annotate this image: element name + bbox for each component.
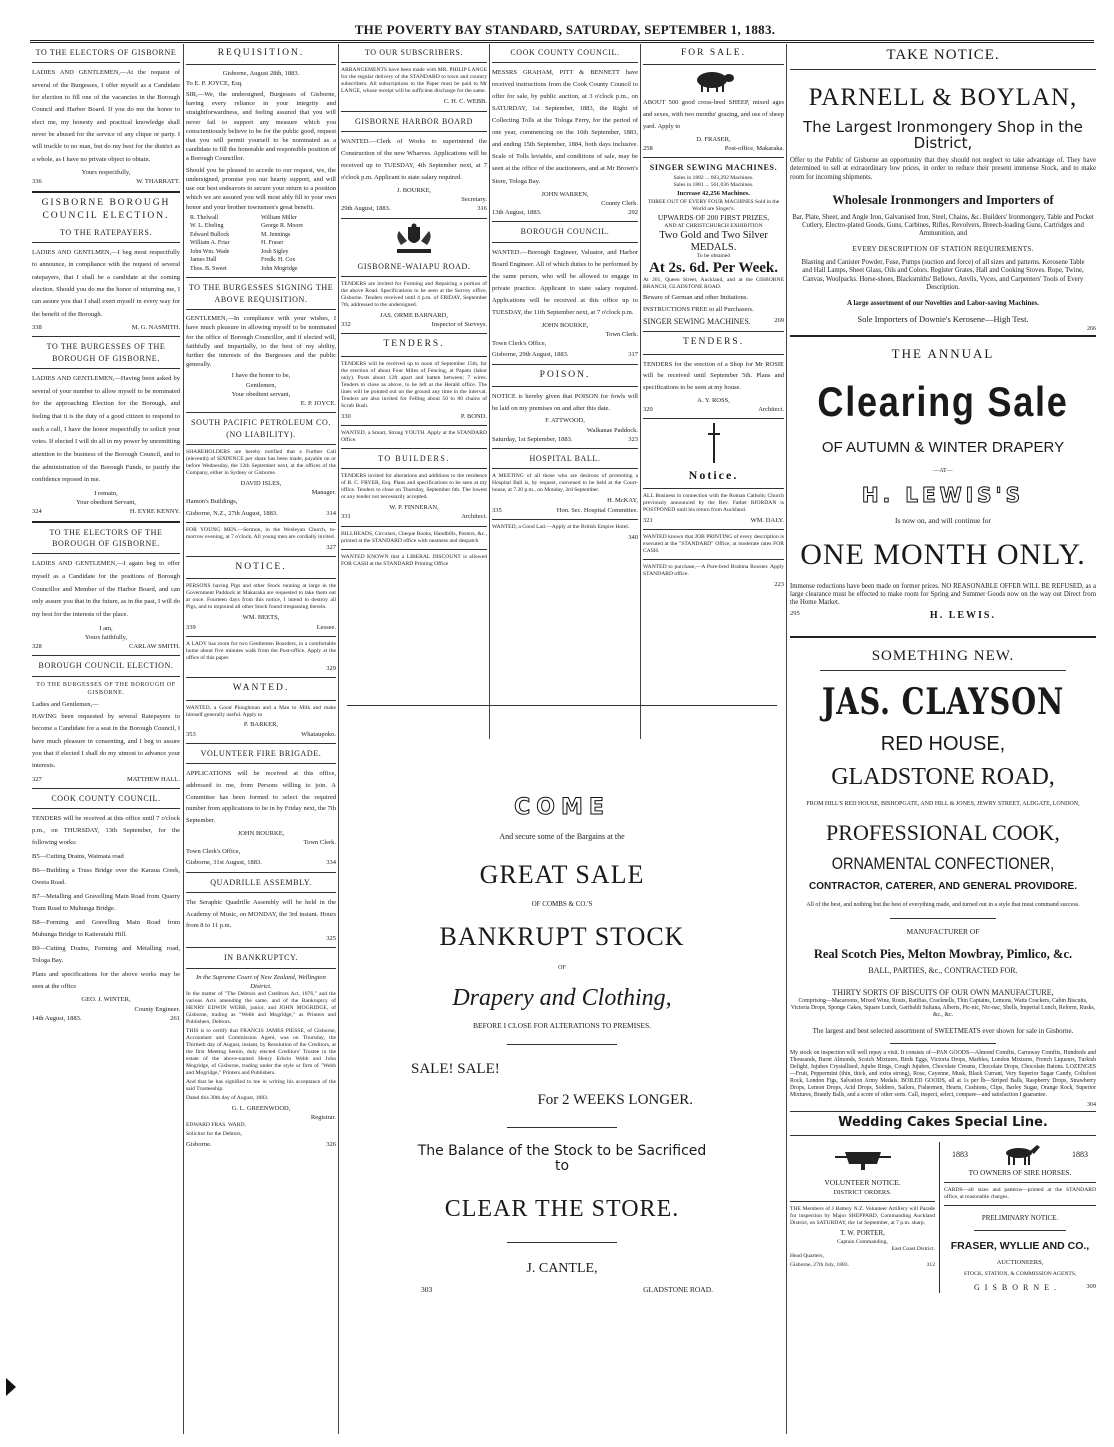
- closing: Yours respectfully,: [81, 169, 131, 177]
- column-rule: [786, 44, 787, 1434]
- place: GISBORNE.: [974, 1282, 1062, 1292]
- ad-number: 323: [628, 435, 638, 443]
- parnell-boylan: PARNELL & BOYLAN,: [808, 84, 1078, 112]
- signature: P. BARKER,: [243, 721, 279, 729]
- signatory-name: Thos. B. Sweet: [190, 265, 227, 272]
- ad-number: 340: [628, 533, 638, 541]
- signature: D. FRASER,: [696, 135, 731, 143]
- notice-heading: COOK COUNTY COUNCIL.: [51, 793, 161, 803]
- ad-body: Offer to the Public of Gisborne an opportunity that they should not neglect to take advantage of. They have determined to sell at extraordinary low prices, in order to reduce their present immense Stock, and to make room for incoming shipments.: [790, 157, 1096, 181]
- notice-heading: TO THE BURGESSES SIGNING THE ABOVE REQUISITION.: [188, 283, 334, 304]
- signatory-name: George R. Moore: [261, 223, 304, 230]
- signature: EDWARD FRAS. WARD,: [186, 1122, 246, 1129]
- ad-number: 336: [32, 178, 42, 186]
- ad-body: Blasting and Canister Powder, Fuse, Pumps (suction and force) of all sizes and patterns. Kerosene Table and Hall Lamps, Sheet Glass, Oils and Colors. Register Grates, Hall and Cooking Stoves. Rope, Twine, Canvas, Woolpacks. Horse-shoes, Blacksmiths' Bellows, Anvils, Vyces, and Carpenters' Tools of Every Description.: [801, 258, 1085, 292]
- notice-body: BILLHEADS, Circulars, Cheque Books, Handbills, Posters, &c., printed at the STANDARD office with neatness and despatch: [341, 530, 487, 544]
- take-notice: TAKE NOTICE.: [886, 47, 1000, 63]
- notice-heading: NOTICE.: [235, 562, 287, 572]
- notice-body: And that he has signified to me in writing his acceptance of the said Trusteeship.: [186, 1078, 336, 1092]
- notice-body: THIS is to certify that FRANCIS JAMES PIESSE, of Gisborne, Accountant and Commission Agent, was on Thursday, the Thirtieth day of August, instant, by Resolution of the Creditors, at the first Meeting herein, duly elected Creditors' Trustee in the estate of the above-named Henry Edwin Webb and John Mogridge, of Gisborne, trading under the style or firm of "Webb and Mogridge," Printers and Publishers.: [186, 1027, 336, 1076]
- notice-heading: REQUISITION.: [217, 48, 305, 58]
- closing: I have the honor to be,: [231, 372, 291, 380]
- something-new: SOMETHING NEW.: [871, 647, 1015, 664]
- signature: WM. BEETS,: [242, 614, 280, 622]
- singer-heading: SINGER SEWING MACHINES.: [643, 316, 751, 326]
- notice-heading: TENDERS.: [682, 337, 745, 348]
- signature: DAVID ISLES,: [240, 479, 282, 487]
- ad-body: All of the best, and nothing but the best of everything made, and turned out in a style that must command success.: [806, 902, 1080, 909]
- ad-body: Bar, Plate, Sheet, and Angle Iron, Galvanised Iron, Steel, Chains, &c. Builders' Ironmongery, Table and Pocket Cutlery, Electro-plated Goods, Guns, Carbines, Rifles, Revolvers, Breech-loading Guns, Cartridges and Ammunition, and: [792, 213, 1094, 238]
- closing: Your obedient Servant,: [76, 499, 136, 507]
- of-combs: OF COMBS & CO.'S: [531, 899, 593, 908]
- tagline: And secure some of the Bargains at the: [499, 832, 625, 842]
- ad-body: My stock on inspection will well repay a visit. It consists of—PAN GOODS—Almond Comfits, Carraway Comfits, Hundreds and Thousands, Burnt Almonds, Scotch Mixtures, Birds Eggs, Victoria Drops, Marbles, London Mixtures, French Liqueurs, Turkish Delight, Jujubes Crystallised, Jujube Rings, Cough Jujubes, Chocolate Creams, Chocolate Drops, Chocolate Batons. LOZENGES—Fruit, Peppermint (thin, thick, and extra strong), Rose, Cayenne, Musk, Black Currant, Very Superior Sugar Candy, Coltsfoot Rock, London Figs, Salvation Army Medals. BOILED GOODS, all at 1s per lb—Striped Balls, Raspberry Drops, Strawberry Drops, Lemon Drops, Acid Drops, Soldiers, Sailors, Fishermen, Hearts, Cushions, Clips, Barley Sugar, Orange Rock, Superior Mixtures, Brandy Balls, and a score of other sorts. Call, inspect, select, compare—and satisfaction I guarantee.: [790, 1049, 1096, 1098]
- ad-number: 353: [186, 730, 196, 738]
- notice-heading: GISBORNE BOROUGH COUNCIL ELECTION.: [41, 197, 171, 222]
- year: 1883: [952, 1149, 968, 1159]
- notice-heading: VOLUNTEER NOTICE.: [824, 1177, 901, 1187]
- column-rule: [338, 44, 339, 1434]
- signature: W. THARRATT.: [136, 178, 180, 186]
- station-requirements: EVERY DESCRIPTION OF STATION REQUIREMENTS.: [852, 244, 1034, 253]
- notice-body: WANTED KNOWN that a LIBERAL DISCOUNT is allowed FOR CASH at the STANDARD Printing Office: [341, 553, 487, 567]
- signature: MATTHEW HALL.: [127, 775, 180, 783]
- singer-claim: THREE OUT OF EVERY FOUR MACHINES Sold in the World are Singer's.: [647, 198, 780, 212]
- ad-number: 269: [774, 316, 784, 324]
- signature: H. EYRE KENNY.: [129, 508, 180, 516]
- ad-number: 303: [421, 1284, 433, 1294]
- closing: Your obedient servant,: [231, 390, 291, 398]
- notice-body: A LADY has room for two Gentlemen Boarders, in a comfortable home about five minutes walk from the Post-office. Apply at the office of this paper.: [186, 640, 336, 661]
- signatory-list: [186, 214, 336, 274]
- signatory-name: H. Fraser: [261, 240, 284, 247]
- singer-medals: Two Gold and Two Silver MEDALS.: [659, 230, 768, 253]
- sales-figure: Sales in 1881 ... 561,036 Machines.: [673, 182, 754, 189]
- signatory-name: William Miller: [261, 214, 297, 221]
- notice-body: LADIES AND GENTLMEN,—I beg most respectfully to announce, in compliance with the request of several ratepayers, that I shall be a candidate at the coming election. Should you do me the honor of returning me, I can assure you that I shall exert myself in every way for the benefit of the Borough.: [32, 248, 180, 318]
- notice-body: TENDERS will be received at this office until 7 o'clock p.m., on THURSDAY, 13th September, for the following works:: [32, 815, 180, 847]
- signatory-name: Fredk. H. Cox: [261, 257, 296, 264]
- notice-subheading: DISTRICT ORDERS.: [833, 1189, 892, 1197]
- signature-title: Secretary.: [461, 196, 487, 204]
- two-weeks: For 2 WEEKS LONGER.: [537, 1091, 693, 1108]
- volunteer-notice: [790, 1142, 940, 1294]
- sales-increase: Increase 42,256 Machines.: [677, 190, 750, 198]
- signature-title: Manager.: [311, 489, 336, 497]
- singer-prizes: UPWARDS OF 200 FIRST PRIZES,: [657, 212, 770, 222]
- sale-sale: SALE! SALE!: [411, 1060, 500, 1077]
- binding-mark-icon: [6, 1378, 16, 1396]
- closing: I am,: [99, 624, 113, 632]
- notice-heading: GISBORNE HARBOR BOARD: [355, 116, 473, 126]
- signatory-name: R. Thelwall: [190, 214, 219, 221]
- notice-heading: POISON.: [539, 369, 591, 380]
- singer-heading: SINGER SEWING MACHINES.: [649, 162, 778, 172]
- singer-exhibition: AND AT CHRISTCHURCH EXHIBITION: [664, 223, 763, 230]
- list-item: B5—Cutting Drains, Waimata road: [32, 853, 124, 861]
- notice-body: SIR,—We, the undersigned, Burgesses of Gisborne, having every reliance in your integrity and straightforwardness, and feeling assured that you will never fail to support any measure which you conscientiously believe to be for the public good, request that you will permit yourself to be nominated as a candidate to fill the honorable and responsible position of a Borough Councillor.: [186, 90, 336, 163]
- ad-number: 330: [341, 412, 351, 420]
- column-1: [32, 44, 180, 1439]
- signature: C. H. C. WEBB.: [443, 98, 487, 106]
- notice-heading: PRELIMINARY NOTICE.: [981, 1213, 1059, 1222]
- notice-heading: TO THE BURGESSES OF THE BOROUGH OF GISBORNE.: [46, 342, 166, 363]
- notice-body: A MEETING of all those who are desirous of promoting a Hospital Ball is, by request, convened to be held at the Court-house, at 7.30 p.m., on Monday, 3rd September.: [492, 473, 638, 494]
- signatory-name: John Mogridge: [261, 265, 298, 272]
- list-item: B7—Metalling and Gravelling Main Road from Quarry Tram Road to Muhunga Bridge.: [32, 893, 180, 913]
- signature-title: County Engineer.: [134, 1005, 180, 1013]
- ad-number: 335: [492, 506, 502, 514]
- ad-number: 223: [774, 581, 784, 589]
- date: 14th August, 1883.: [32, 1014, 82, 1022]
- wholesale-heading: Wholesale Ironmongers and Importers of: [832, 192, 1054, 207]
- ad-number: 334: [326, 859, 336, 867]
- manufacturer: MANUFACTURER OF: [906, 926, 980, 936]
- notice-heading: FOR SALE.: [681, 48, 746, 58]
- notice-heading: TO THE ELECTORS OF GISBORNE: [35, 48, 177, 57]
- notice-heading: TENDERS.: [383, 339, 445, 350]
- list-item: B8—Forming and Gravelling Main Road from Muhunga Bridge to Kaiteratahi Hill.: [32, 919, 180, 939]
- clear-store-headline: CLEAR THE STORE.: [444, 1195, 680, 1222]
- ornamental-confectioner: ORNAMENTAL CONFECTIONER,: [831, 854, 1055, 874]
- ad-number: 258: [643, 144, 653, 152]
- coat-of-arms-icon: [389, 223, 439, 257]
- ad-number: 309: [1086, 1282, 1096, 1290]
- notice-heading: COOK COUNTY COUNCIL.: [510, 48, 620, 57]
- sales-figure: Sales in 1882 ... 603,292 Machines.: [673, 175, 754, 182]
- court: In the Supreme Court of New Zealand, Wellington District.: [196, 973, 326, 990]
- list-item: B9—Cutting Drains, Forming and Metalling road, Tologa Bay.: [32, 945, 180, 965]
- ad-number: 304: [1087, 1101, 1096, 1108]
- sole-importers: Sole Importers of Downie's Kerosene—High Test.: [857, 313, 1029, 324]
- notice-heading: IN BANKRUPTCY.: [223, 953, 299, 963]
- annual-heading: THE ANNUAL: [891, 346, 995, 362]
- biscuit-list: Comprising—Macaroons, Mixed Wine, Routs, Ratifias, Cracknells, Thin Captains, Lemons, Watts Crackers, Cabin Biscuits, Victoria Drops, Sponge Cakes, Square Lunch, Garibaldi Sultana, Alberts, Pic-nic, Nic-nac, Shells, Imperial Lunch, Reform, Rusks, &c., &c.: [790, 998, 1096, 1018]
- sheep-icon: [692, 69, 736, 93]
- notice-body: WANTED to purchase,—A Pure-bred Brahma Rooster. Apply STANDARD office.: [643, 564, 784, 578]
- addressee: To E. P. JOYCE, Esq.: [186, 79, 243, 87]
- singer-price: At 2s. 6d. Per Week.: [648, 260, 779, 277]
- from-london: FROM HILL'S RED HOUSE, BISHOPGATE, AND HILL & JONES, JEWRY STREET, ALDGATE, LONDON,: [806, 801, 1080, 808]
- notice-heading: HOSPITAL BALL.: [529, 454, 601, 464]
- list-item: B6—Building a Truss Bridge over the Karaua Creek, Oweta Road.: [32, 867, 180, 887]
- date: Saturday, 1st September, 1883.: [492, 435, 573, 443]
- notice-body: LADIES AND GENTLEMEN,—At the request of several of the Burgesses, I offer myself as a Candidate for election to fill one of the vacancies in the Borough Council and Harbor Board. If you do me the honor to elect me, my honesty and practical knowledge shall never be abused for the service of any clique or party. I will truckle to no man, but do my best for the district as a whole, as I have no private object to obtain.: [32, 69, 180, 163]
- notice-body: TENDERS for the erection of a Shop for Mr ROSIE will be received until September 5th. Plans and specifications to be seen at my house.: [643, 360, 784, 392]
- fraser-wyllie: FRASER, WYLLIE AND CO.,: [950, 1239, 1090, 1252]
- drapery-headline: Drapery and Clothing,: [452, 984, 672, 1011]
- notice-body: WANTED.—Borough Engineer, Valuator, and Harbor Board Engineer. All of which duties to be performed by the same person, who will be allowed to engage in private practice. Applicant to state salary required. Applications will be received at this office up to TUESDAY, the 11th September next, at 7 o'clock p.m.: [492, 248, 638, 316]
- signatory-name: Edward Bullock: [190, 231, 230, 238]
- scotch-pies: Real Scotch Pies, Melton Mowbray, Pimlico, &c.: [813, 946, 1073, 961]
- signature: GEO. J. WINTER,: [81, 996, 131, 1004]
- notice-body: PERSONS having Pigs and other Stock running at large in the Government Paddock at Makaraka are requested to take them out at once. Fourteen days from this notice, I intend to destroy all Pigs, and to impound all other Stock found trespassing therein.: [186, 583, 336, 611]
- autumn-winter: OF AUTUMN & WINTER DRAPERY: [821, 439, 1065, 457]
- signature: J. BOURKE,: [396, 186, 432, 194]
- notice-body: ALL Business in connection with the Roman Catholic Church previously announced by the Rev. Father RIORDAN is POSTPONED until his return from Auckland.: [643, 493, 784, 514]
- signature: JOHN BOURKE,: [541, 321, 589, 329]
- ad-number: 314: [326, 509, 336, 517]
- ad-number: 329: [326, 664, 336, 672]
- ad-number: 317: [628, 351, 638, 359]
- notice-body: Plans and specifications for the above works may be seen at the office: [32, 971, 180, 991]
- signature-title: Registrar.: [310, 1114, 336, 1122]
- place: Whataupoko.: [301, 730, 336, 738]
- column-5: [643, 44, 784, 739]
- date: 13th August, 1883.: [492, 208, 542, 216]
- signature: H. McKAY,: [607, 497, 638, 505]
- ad-number: 316: [477, 205, 487, 213]
- masthead: THE POVERTY BAY STANDARD, SATURDAY, SEPTEMBER 1, 1883.: [354, 22, 776, 37]
- ad-number: 331: [341, 513, 351, 521]
- column-rule: [183, 44, 184, 1434]
- signature: E. P. JOYCE.: [300, 400, 336, 408]
- notice-subheading: TO THE RATEPAYERS.: [60, 227, 152, 237]
- notice-body: Should you be pleased to accede to our request, we, the undersigned, promise you our hearty support, and will use our best endeavors to secure your return to a position which we are assured you will most ably fill to your own honor and your brother townsmen's great benefit.: [186, 166, 336, 211]
- notice-body: TENDERS are invited for Forming and Repairing a portion of the above Road. Specifications to be seen at the Survey office, Gisborne. Tenders received until 4 p.m. of FRIDAY, September 7th, addressed to the undersigned.: [341, 280, 487, 308]
- signature-title: Solicitor for the Debtors,: [186, 1131, 242, 1138]
- ad-number: 292: [628, 208, 638, 216]
- signature: F. ATTWOOD,: [545, 417, 585, 425]
- signature-title: Architect.: [461, 513, 487, 521]
- j-cantle: J. CANTLE,: [526, 1260, 598, 1276]
- notice-body: THE Members of J Battery N.Z. Volunteer Artillery will Parade for inspection by Major SHEPPARD, Commanding Auckland District, on SATURDAY, the 1st September, at 7 p.m. sharp.: [790, 1206, 935, 1227]
- column-rule: [640, 44, 641, 739]
- notice-body: ARRANGEMENTS have been made with MR. PHILIP LANGE for the regular delivery of the STANDARD to town and country subscribers. All subscriptions to the Paper must be paid to Mr LANGE, whose receipt will be sufficient discharge for the same.: [341, 67, 487, 95]
- notice-body: SHAREHOLDERS are hereby notified that a Further Call (eleventh) of SIXPENCE per share has been made, payable on or before Wednesday, the 12th September next, at the offices of the Company, either in Sydney or Gisborne.: [186, 449, 336, 476]
- notice-heading: TO OUR SUBSCRIBERS.: [364, 48, 464, 57]
- ad-number: 328: [32, 643, 42, 651]
- ad-number: 261: [170, 1014, 180, 1022]
- ad-body: Immense reductions have been made on former prices. NO REASONABLE OFFER WILL BE REFUSED, as a large clearance must be effected to make room for Spring and Summer Goods now on the way out Direct from the Home Market.: [790, 582, 1096, 607]
- notice-body: WANTED known that JOB PRINTING of every description is executed at the "STANDARD" Office, at moderate rates FOR CASH.: [643, 534, 784, 555]
- notice-body: HAVING been requested by several Ratepayers to become a Candidate for a seat in the Borough Council, I have much pleasure in consenting, and I beg to assure you that if elected I shall do my utmost to advance your interests.: [32, 712, 180, 770]
- singer-obtain: To be obtained: [696, 253, 731, 260]
- date: Gisborne, N.Z., 27th August, 1883.: [186, 509, 278, 517]
- stock-agents: STOCK, STATION, & COMMISSION AGENTS,: [963, 1270, 1077, 1277]
- signature-title: Lessee.: [316, 623, 336, 631]
- notice-body: CARDS—all sizes and patterns—printed at the STANDARD office, at reasonable charges.: [944, 1186, 1096, 1200]
- place: Walkanae Paddock.: [586, 426, 638, 434]
- signature-title: Town Clerk.: [605, 330, 638, 338]
- notice-body: WANTED, a Smart, Strong YOUTH. Apply at the STANDARD Office.: [341, 429, 487, 443]
- address: Hamon's Buildings,: [186, 498, 238, 506]
- notice-body: NOTICE is hereby given that POISON for fowls will be laid on my premises on and after this date.: [492, 392, 638, 412]
- signature-title: East Coast District.: [891, 1246, 935, 1253]
- address: Head Quarters,: [790, 1253, 824, 1260]
- notice-heading: Notice.: [688, 468, 739, 483]
- signature: T. W. PORTER,: [840, 1229, 885, 1238]
- signatory-name: M. Jennings: [261, 231, 291, 238]
- signature: M. G. NASMITH.: [131, 323, 180, 331]
- signature: H. LEWIS.: [929, 610, 996, 622]
- signature: W. P. FINNERAN,: [389, 504, 439, 512]
- ad-number: 312: [926, 1262, 935, 1269]
- great-sale-headline: GREAT SALE: [479, 859, 645, 889]
- greeting: Ladies and Gentlemen,—: [32, 700, 99, 708]
- signature-title: County Clerk.: [601, 199, 638, 207]
- address: At 261, Queen Street, Auckland, and at the GISBORNE BRANCH, GLADSTONE ROAD.: [643, 277, 784, 291]
- cantle-sale-ad: [341, 705, 783, 1395]
- notice-subheading: TO THE BURGESSES OF THE BOROUGH OF GISBORNE.: [36, 681, 176, 697]
- signature-title: Architect.: [758, 405, 784, 413]
- notice-heading: BOROUGH COUNCIL ELECTION.: [38, 661, 174, 671]
- jas-clayson-headline: JAS. CLAYSON: [821, 680, 1065, 723]
- ball-parties: BALL, PARTIES, &c., CONTRACTED FOR.: [868, 966, 1018, 976]
- closing: Yours faithfully,: [84, 633, 128, 641]
- ad-number: 266: [1087, 325, 1096, 332]
- signature: G. L. GREENWOOD,: [231, 1104, 291, 1112]
- gladstone-road: GLADSTONE ROAD,: [831, 764, 1055, 791]
- notice-body: FOR YOUNG MEN.—Sermon, in the Wesleyan Church, to-morrow evening, at 7 o'clock. All young men are cordially invited.: [186, 526, 336, 540]
- ad-number: 327: [32, 775, 42, 783]
- date: 29th August, 1883.: [341, 205, 391, 213]
- ad-number: 338: [32, 323, 42, 331]
- signature-title: Inspector of Surveys.: [431, 321, 487, 329]
- ad-number: 339: [186, 623, 196, 631]
- signatory-name: Josh Sigley: [261, 248, 289, 255]
- date: Gisborne, 31st August, 1883.: [186, 859, 262, 867]
- notice-body: LADIES AND GENTLEMEN,—I again beg to offer myself as a Candidate for the positions of Borough Councillor and Member of the Harbor Board, and can only assure you that in the future, as in the past, I will do my best for the interests of the place.: [32, 560, 180, 618]
- ad-number: 324: [32, 508, 42, 516]
- thirty-sorts: THIRTY SORTS OF BISCUITS OF OUR OWN MANUFACTURE,: [832, 987, 1054, 997]
- notice-heading: VOLUNTEER FIRE BRIGADE.: [200, 748, 322, 758]
- wedding-cakes: Wedding Cakes Special Line.: [790, 1111, 1096, 1135]
- signature-title: Hon. Sec. Hospital Committee.: [556, 506, 638, 514]
- ad-number: 321: [643, 517, 653, 525]
- signature-title: Town Clerk.: [303, 838, 336, 846]
- column-2: [186, 44, 336, 1439]
- notice-heading: TO THE ELECTORS OF THE BOROUGH OF GISBORNE.: [49, 527, 163, 548]
- masthead-rule: [30, 40, 1094, 43]
- notice-body: WANTED, a Good Ploughman and a Man to Milk and make himself generally useful. Apply to: [186, 704, 336, 718]
- notice-heading: TO OWNERS OF SIRE HORSES.: [968, 1167, 1072, 1177]
- notice-body: WANTED, a Good Lad.—Apply at the British Empire Hotel.: [492, 523, 630, 530]
- column-4: [492, 44, 638, 739]
- column-3: [341, 44, 487, 739]
- date: Gisborne, August 28th, 1883.: [222, 70, 300, 78]
- notice-body: MESSRS GRAHAM, PITT & BENNETT have received instructions from the Cook County Council to offer for sale, by public auction, at 3 o'clock p.m., on SATURDAY, 1st September, 1883, the Right of Collecting Tolls at the Tologa Ferry, for the period of one year, commencing on the 16th September, 1883, and ending 15th September, 1884, both days inclusive. Scale of Tolls leviable, and conditions of sale, may be seen at the office of the auctioneers, and at Mr Brown's Store, Tologa Bay.: [492, 69, 638, 185]
- right-column: [790, 44, 1096, 1439]
- signature-title: Captain Commanding,: [837, 1239, 888, 1246]
- notice-body: ABOUT 500 good cross-bred SHEEP, mixed ages and sexes, with two months' grazing, and use of sheep yard. Apply to: [643, 99, 784, 130]
- year: 1883: [1072, 1149, 1088, 1159]
- horse-icon: [997, 1144, 1043, 1166]
- auctioneers: AUCTIONEERS,: [996, 1258, 1044, 1266]
- notice-heading: GISBORNE-WAIAPU ROAD.: [357, 261, 471, 271]
- ad-number: 320: [643, 405, 653, 413]
- signatory-name: James Hall: [190, 257, 217, 264]
- notice-body: APPLICATIONS will be received at this office, addressed to me, from Persons willing to join. A Committee has been formed to select the required number from applications to be in by Friday next, the 7th September.: [186, 770, 336, 825]
- notice-body: The Seraphic Quadrille Assembly will be held in the Academy of Music, on MONDAY, the 3rd instant. Hours from 8 to 11 p.m.: [186, 898, 336, 930]
- signature: JOHN WARREN,: [541, 190, 589, 198]
- ad-number: 327: [326, 543, 336, 551]
- place: Gisborne.: [186, 1141, 212, 1149]
- bottom-ads-row: [790, 1142, 1096, 1294]
- notice-body: In the matter of "The Debtors and Creditors Act, 1876," and the various Acts amending the same, and of the Bankruptcy of HENRY EDWIN WEBB, junior, and JOHN MOGRIDGE, of Gisborne, trading as "Webb and Mogridge," as Printers and Publishers, Debtors.: [186, 991, 336, 1025]
- signature: JOHN BOURKE,: [237, 829, 285, 837]
- at: —AT—: [933, 467, 953, 474]
- notice-body: TENDERS invited for alterations and additions to the residence of B. C. FRYER, Esq. Plans and specifications to be seen at my office. Tenders to close on Thursday, September 6th. The lowest or any tender not necessarily accepted.: [341, 473, 487, 501]
- address: Town Clerk's Office,: [492, 340, 547, 348]
- singer-instructions: INSTRUCTIONS FREE to all Purchasers.: [643, 305, 754, 313]
- date: Dated this 30th day of August, 1883.: [186, 1094, 269, 1101]
- balance-text: The Balance of the Stock to be Sacrificed to: [417, 1143, 707, 1174]
- signature: P. BOND.: [460, 412, 487, 420]
- address: GLADSTONE ROAD.: [643, 1284, 713, 1294]
- date: Gisborne, 29th August, 1883.: [492, 351, 569, 359]
- signatory-name: W. L. Ebeling: [190, 223, 224, 230]
- contractor: CONTRACTOR, CATERER, AND GENERAL PROVIDORE.: [809, 881, 1077, 893]
- red-house: RED HOUSE,: [880, 732, 1006, 755]
- notice-heading: WANTED.: [232, 683, 290, 694]
- signatory-name: William A. Friar: [190, 240, 230, 247]
- bankrupt-stock-headline: BANKRUPT STOCK: [439, 922, 685, 952]
- sire-horses-ad: [940, 1142, 1096, 1294]
- notice-heading: SOUTH PACIFIC PETROLEUM CO. (NO LIABILITY).: [191, 418, 331, 439]
- notice-heading: BOROUGH COUNCIL.: [520, 227, 610, 237]
- ad-number: 295: [790, 610, 800, 618]
- singer-beware: Beware of German and other Imitations.: [643, 294, 749, 302]
- notice-body: LADIES AND GENTLEMEN,—Having been asked by several of your number to allow myself to be nominated for the approaching Election for the Borough, and feeling that it is the duty of a good citizen to respond to such a call, I have the honor respectfully to solicit your votes. If elected I will do all in my power by unremitting attention to the business of the Borough Council, and to the administration of the Borough Funds, to justify the confidence reposed in me.: [32, 374, 180, 484]
- clearing-sale-headline: Clearing Sale: [817, 377, 1069, 425]
- of: OF: [558, 965, 566, 972]
- notice-body: WANTED.—Clerk of Works to superintend the Construction of the new Wharves. Applications will be received up to TUESDAY, 4th September next, at 7 o'clock p.m. Applicant to state salary required.: [341, 137, 487, 181]
- come-headline: COME: [514, 795, 610, 820]
- signatory-name: John Wm. Wade: [190, 248, 230, 255]
- signature: WM. DALY.: [750, 517, 784, 525]
- professional-cook: PROFESSIONAL COOK,: [826, 819, 1060, 845]
- notice-heading: TO BUILDERS.: [378, 453, 450, 463]
- place: Post-office, Makaraka.: [724, 144, 784, 152]
- ad-number: 326: [326, 1141, 336, 1149]
- now-on: Is now on, and will continue for: [894, 515, 992, 525]
- signature: JAS. ORME BARNARD,: [380, 311, 448, 319]
- novelties: A large assortment of our Novelties and Labor-saving Machines.: [847, 298, 1039, 307]
- flag-icon: [828, 1150, 898, 1172]
- one-month-headline: ONE MONTH ONLY.: [800, 538, 1086, 572]
- date: Gisborne, 27th July, 1883.: [790, 1262, 849, 1269]
- cross-icon: [707, 423, 721, 463]
- signature: CARLAW SMITH.: [128, 643, 180, 651]
- closing: I remain,: [94, 489, 118, 497]
- signature: A. Y. ROSS,: [697, 396, 730, 404]
- notice-heading: QUADRILLE ASSEMBLY.: [210, 877, 312, 887]
- notice-body: GENTLEMEN,—In compliance with your wishes, I have much pleasure in allowing myself to be nominated for the office of Borough Councillor, and if elected will, faithfully and impartially, to the best of my ability, further the interests of the Burgesses and the public generally.: [186, 315, 336, 369]
- closing: Gentlemen,: [245, 381, 277, 389]
- largest-shop: The Largest Ironmongery Shop in the District,: [803, 117, 1083, 152]
- ad-number: 332: [341, 321, 351, 329]
- column-rule: [489, 44, 490, 739]
- h-lewis-headline: H. LEWIS'S: [861, 483, 1025, 508]
- address: Town Clerk's Office,: [186, 848, 241, 856]
- ad-number: 325: [326, 935, 336, 943]
- sweetmeats: The largest and best selected assortment of SWEETMEATS ever shown for sale in Gisborne.: [812, 1026, 1074, 1035]
- before-close: BEFORE I CLOSE FOR ALTERATIONS TO PREMISES.: [472, 1020, 652, 1030]
- notice-body: TENDERS will be received up to noon of September 15th, for the erection of about Four Miles of Fencing, at Papatu (labor only). Posts about 12ft apart and batten between; 7 wires. Tenders to close as above, to be left at the Herald office. The lines will be pointed out on the ground any time in the interval. Tenders are also invited for Felling about 50 to 80 chains of Scrub Bush.: [341, 360, 487, 409]
